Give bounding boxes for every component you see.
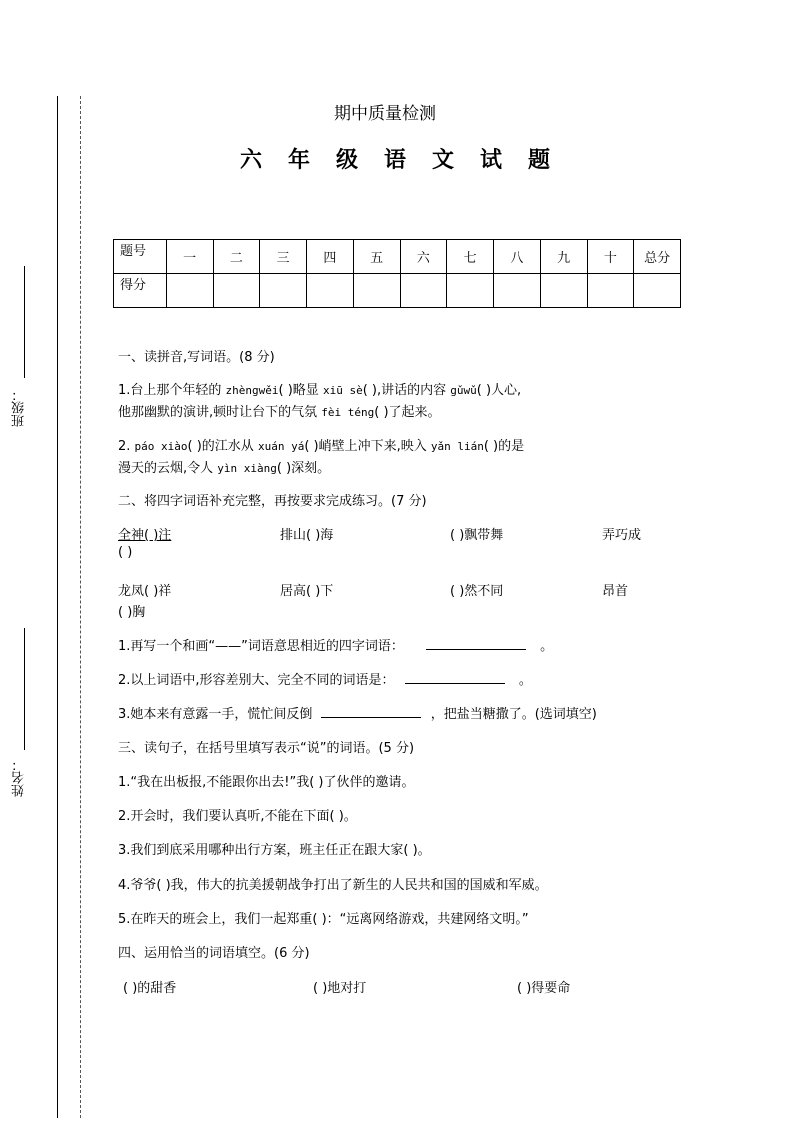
pinyin: yǎn lián xyxy=(430,440,484,453)
binding-solid-line xyxy=(57,96,58,1118)
question-text: 2.以上词语中,形容差别大、完全不同的词语是： xyxy=(118,673,395,688)
idiom: 弄巧成 xyxy=(602,528,642,543)
s1-q2-line1 xyxy=(118,435,524,454)
text: ( )的江水从 xyxy=(187,439,258,454)
s2-q2 xyxy=(118,669,532,688)
score-table-col: 一 xyxy=(166,240,213,274)
text: ( )人心, xyxy=(476,383,522,398)
idiom-wrap: ( )胸 xyxy=(118,605,146,620)
question-text: ，把盐当糖撒了。(选词填空) xyxy=(430,707,597,722)
s3-q1: 1.“我在出板报,不能跟你出去!”我( )了伙伴的邀请。 xyxy=(118,775,415,790)
score-table-col: 十 xyxy=(587,240,634,274)
score-table-header-row xyxy=(114,240,681,274)
question-text: 3.她本来有意露一手，慌忙间反倒 xyxy=(118,707,313,722)
text: ( )了起来。 xyxy=(374,405,441,420)
score-cell[interactable] xyxy=(494,274,541,308)
score-table-col: 三 xyxy=(260,240,307,274)
idiom: 居高( )下 xyxy=(280,584,334,599)
s3-q5: 5.在昨天的班会上，我们一起郑重( )：“远离网络游戏，共建网络文明。” xyxy=(118,912,529,927)
idiom: ( )飘带舞 xyxy=(450,528,504,543)
idiom: 昂首 xyxy=(602,584,629,599)
score-cell[interactable] xyxy=(634,274,681,308)
section-2-heading: 二、将四字词语补充完整，再按要求完成练习。(7 分) xyxy=(118,494,427,509)
score-cell[interactable] xyxy=(540,274,587,308)
pinyin: gǔwǔ xyxy=(450,384,477,397)
score-cell[interactable] xyxy=(213,274,260,308)
text: 漫天的云烟,令人 xyxy=(118,461,218,476)
s4-item: ( )得要命 xyxy=(517,981,571,996)
pinyin: zhèngwěi xyxy=(225,384,279,397)
section-1-heading: 一、读拼音,写词语。(8 分) xyxy=(118,350,275,365)
text: ( )的是 xyxy=(483,439,525,454)
s2-q3 xyxy=(118,703,597,722)
score-table-col: 总分 xyxy=(634,240,681,274)
section-4-heading: 四、运用恰当的词语填空。(6 分) xyxy=(118,946,310,961)
exam-subtitle: 期中质量检测 xyxy=(334,104,436,124)
score-cell[interactable] xyxy=(400,274,447,308)
class-label: 班级： xyxy=(12,388,27,427)
score-table-col: 六 xyxy=(400,240,447,274)
name-label: 姓名： xyxy=(12,758,27,797)
exam-title: 六年级语文试题 xyxy=(240,147,577,173)
s1-q1-line2 xyxy=(118,401,441,420)
score-cell[interactable] xyxy=(260,274,307,308)
score-table-col: 九 xyxy=(540,240,587,274)
text: ( )略显 xyxy=(278,383,323,398)
pinyin: xiū sè xyxy=(322,384,363,397)
score-table-col: 五 xyxy=(353,240,400,274)
s4-item: ( )地对打 xyxy=(313,981,367,996)
text: ( ),讲话的内容 xyxy=(362,383,451,398)
name-blank[interactable] xyxy=(24,628,25,750)
score-cell[interactable] xyxy=(166,274,213,308)
score-table-col: 八 xyxy=(494,240,541,274)
idiom: ( )然不同 xyxy=(450,584,504,599)
s4-item: ( )的甜香 xyxy=(123,981,177,996)
binding-dashed-line xyxy=(80,96,81,1118)
pinyin: fèi téng xyxy=(321,406,375,419)
score-table-col: 七 xyxy=(447,240,494,274)
score-table-row-label: 得分 xyxy=(114,274,167,308)
s1-q1-line1 xyxy=(118,379,521,398)
idiom: 龙凤( )祥 xyxy=(118,584,172,599)
s2-q1 xyxy=(118,635,553,654)
punct: 。 xyxy=(540,639,554,654)
idiom-underlined: 全神( )注 xyxy=(118,528,172,543)
class-blank[interactable] xyxy=(24,266,25,378)
s3-q2: 2.开会时，我们要认真听,不能在下面( )。 xyxy=(118,809,357,824)
score-table xyxy=(113,239,681,308)
punct: 。 xyxy=(518,673,532,688)
answer-blank[interactable] xyxy=(426,637,526,650)
s3-q4: 4.爷爷( )我，伟大的抗美援朝战争打出了新生的人民共和国的国威和军威。 xyxy=(118,878,548,893)
answer-blank[interactable] xyxy=(321,705,421,718)
score-cell[interactable] xyxy=(447,274,494,308)
question-text: 1.再写一个和画“——”词语意思相近的四字词语： xyxy=(118,639,404,654)
score-table-row-label: 题号 xyxy=(114,240,167,274)
section-3-heading: 三、读句子，在括号里填写表示“说”的词语。(5 分) xyxy=(118,741,415,756)
pinyin: páo xiào xyxy=(134,440,188,453)
answer-blank[interactable] xyxy=(405,671,505,684)
s1-q2-line2 xyxy=(118,457,330,476)
score-cell[interactable] xyxy=(587,274,634,308)
pinyin: xuán yá xyxy=(257,440,305,453)
score-table-score-row xyxy=(114,274,681,308)
score-cell[interactable] xyxy=(307,274,354,308)
idiom: 排山( )海 xyxy=(280,528,334,543)
score-table-col: 四 xyxy=(307,240,354,274)
text: ( )峭壁上冲下来,映入 xyxy=(304,439,431,454)
text: 他那幽默的演讲,顿时让台下的气氛 xyxy=(118,405,322,420)
text: ( )深刻。 xyxy=(276,461,331,476)
text: 2. xyxy=(118,439,135,454)
s3-q3: 3.我们到底采用哪种出行方案，班主任正在跟大家( )。 xyxy=(118,843,431,858)
score-cell[interactable] xyxy=(353,274,400,308)
score-table-col: 二 xyxy=(213,240,260,274)
pinyin: yìn xiàng xyxy=(217,462,277,475)
text: 1.台上那个年轻的 xyxy=(118,383,226,398)
idiom-wrap: ( ) xyxy=(118,545,133,560)
